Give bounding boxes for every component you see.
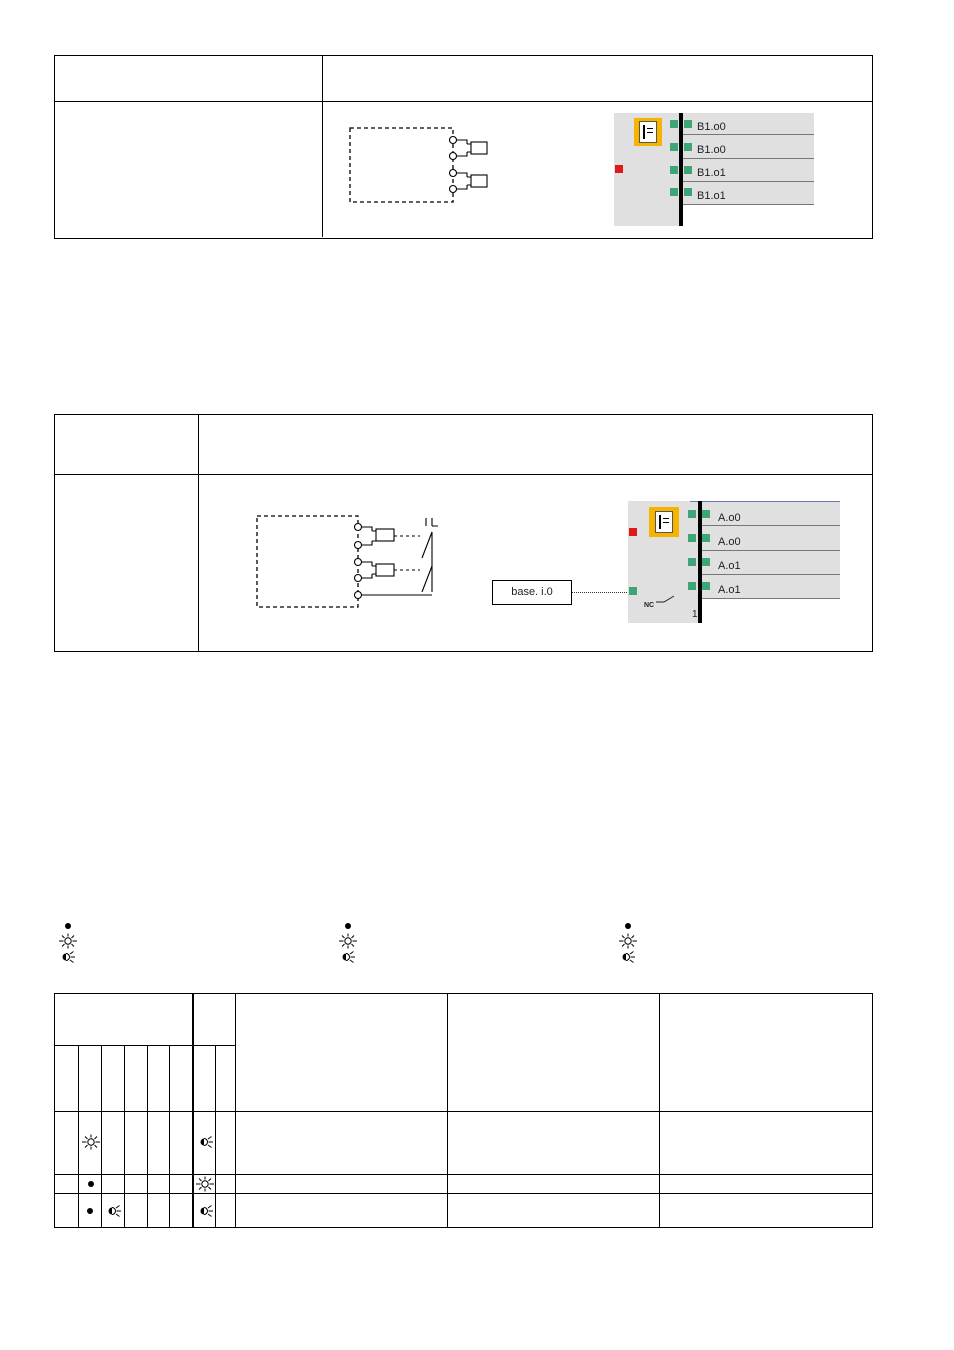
led-flickering-icon xyxy=(195,1203,217,1219)
led-flashing-icon xyxy=(57,933,79,949)
output-label: B1.o1 xyxy=(697,190,726,202)
footer-number: 1 xyxy=(692,609,698,620)
error-indicator xyxy=(629,528,637,536)
output-label: B1.o1 xyxy=(697,167,726,179)
led-on-icon xyxy=(337,918,359,934)
nc-contact-symbol xyxy=(644,594,654,612)
connection-line xyxy=(572,592,629,593)
output-label: A.o0 xyxy=(718,536,741,548)
led-flickering-icon xyxy=(195,1134,217,1150)
led-flickering-icon xyxy=(337,949,359,965)
input-label: base. i.0 xyxy=(511,586,553,598)
led-on-icon xyxy=(79,1203,101,1219)
led-on-icon xyxy=(57,918,79,934)
nc-label: NC xyxy=(644,602,655,609)
led-flickering-icon xyxy=(57,949,79,965)
led-on-icon xyxy=(617,918,639,934)
output-label: A.o1 xyxy=(718,560,741,572)
output-label: B1.o0 xyxy=(697,144,726,156)
led-flashing-icon xyxy=(194,1176,216,1192)
wiring-schematic-2 xyxy=(250,510,450,615)
led-flickering-icon xyxy=(103,1203,125,1219)
led-flashing-icon xyxy=(337,933,359,949)
led-on-icon xyxy=(80,1176,102,1192)
function-block-2 xyxy=(628,501,840,623)
timer-module-icon xyxy=(634,118,662,146)
output-label: A.o1 xyxy=(718,584,741,596)
led-flickering-icon xyxy=(617,949,639,965)
timer-module-icon xyxy=(649,507,679,537)
input-box xyxy=(492,580,572,605)
output-label: B1.o0 xyxy=(697,121,726,133)
input-connector xyxy=(629,587,637,595)
error-indicator xyxy=(615,165,623,173)
led-flashing-icon xyxy=(617,933,639,949)
output-label: A.o0 xyxy=(718,512,741,524)
wiring-schematic-1 xyxy=(345,122,495,212)
led-flashing-icon xyxy=(80,1134,102,1150)
function-block-1 xyxy=(614,113,814,226)
